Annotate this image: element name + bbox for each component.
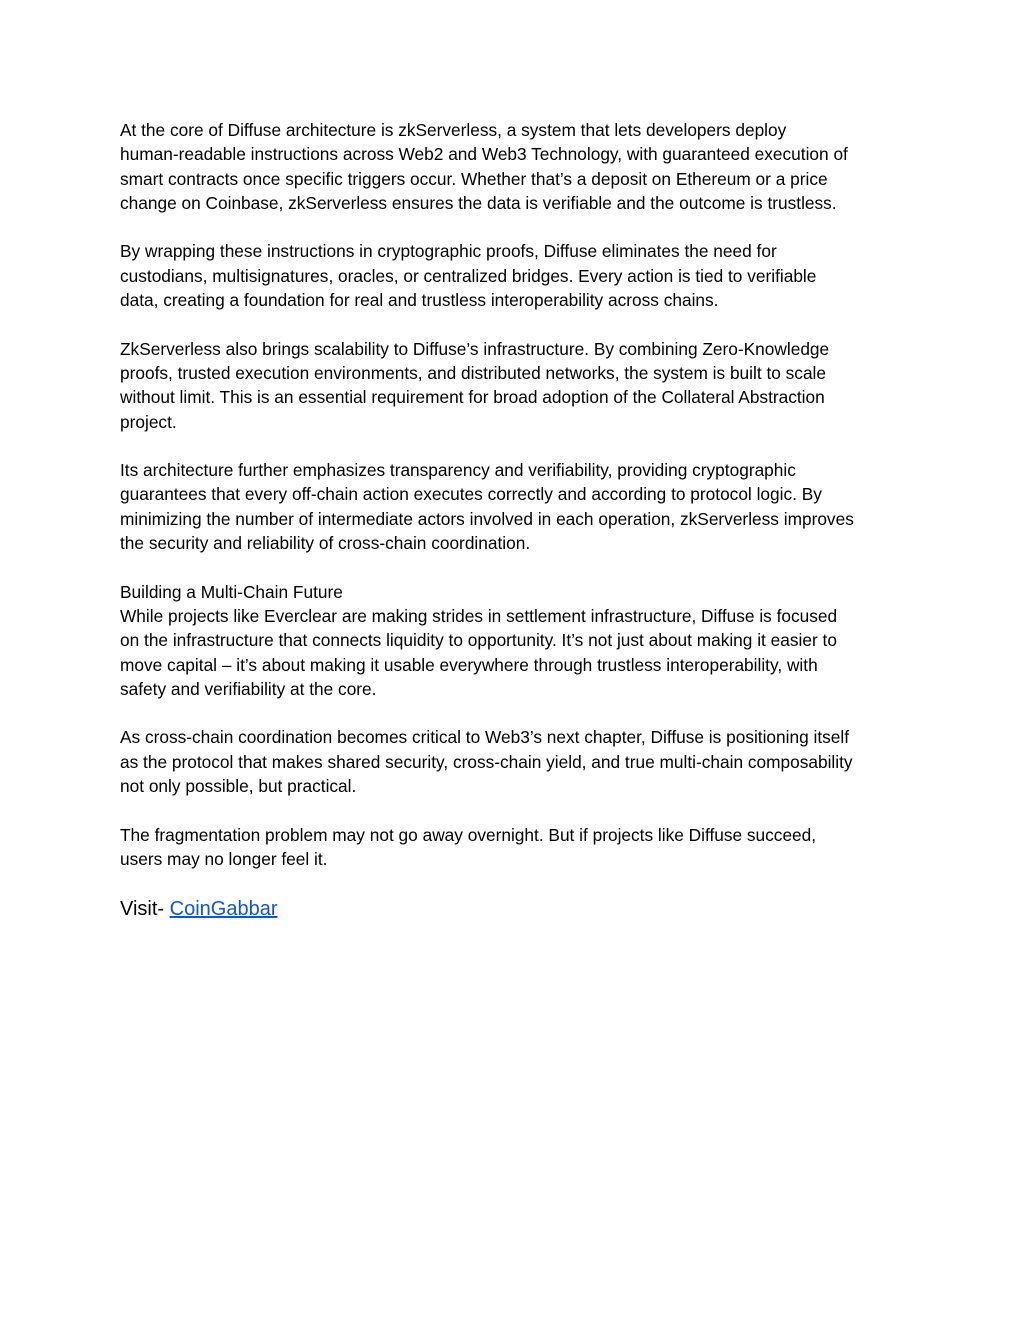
text-line: as the protocol that makes shared security, cross-chain yield, and true multi-chain composability <box>120 751 853 772</box>
paragraph-scalability <box>120 337 920 434</box>
text-line: At the core of Diffuse architecture is zkServerless, a system that lets developers deploy <box>120 120 787 140</box>
text-line: change on Coinbase, zkServerless ensures the data is verifiable and the outcome is trustless. <box>120 192 837 213</box>
paragraph-multi-chain-future <box>120 580 920 701</box>
text-line: not only possible, but practical. <box>120 776 357 797</box>
paragraph-cryptographic-proofs <box>120 239 920 312</box>
text-line: on the infrastructure that connects liquidity to opportunity. It’s not just about making it easier to <box>120 630 837 651</box>
paragraph-transparency <box>120 458 920 555</box>
text-line: smart contracts once specific triggers occur. Whether that’s a deposit on Ethereum or a price <box>120 168 828 189</box>
text-line: ZkServerless also brings scalability to Diffuse’s infrastructure. By combining Zero-Knowledge <box>120 338 830 359</box>
text-line: without limit. This is an essential requirement for broad adoption of the Collateral Abstraction <box>120 387 825 408</box>
paragraph-fragmentation <box>120 823 920 872</box>
text-line: While projects like Everclear are making strides in settlement infrastructure, Diffuse is focused <box>120 605 838 626</box>
text-line: safety and verifiability at the core. <box>120 678 377 699</box>
text-line: custodians, multisignatures, oracles, or centralized bridges. Every action is tied to verifiable <box>120 265 817 286</box>
text-line: move capital – it’s about making it usable everywhere through trustless interoperability, with <box>120 654 818 675</box>
text-line: As cross-chain coordination becomes critical to Web3’s next chapter, Diffuse is positioning itself <box>120 727 850 748</box>
paragraph-cross-chain-coordination <box>120 725 920 798</box>
text-line: human-readable instructions across Web2 and Web3 Technology, with guaranteed execution of <box>120 144 848 165</box>
text-line: By wrapping these instructions in cryptographic proofs, Diffuse eliminates the need for <box>120 241 777 262</box>
text-line: data, creating a foundation for real and trustless interoperability across chains. <box>120 290 719 311</box>
text-line: users may no longer feel it. <box>120 848 328 869</box>
text-line: guarantees that every off-chain action executes correctly and according to protocol logic. By <box>120 484 822 505</box>
text-line: Its architecture further emphasizes transparency and verifiability, providing cryptographic <box>120 460 796 481</box>
text-line: The fragmentation problem may not go away overnight. But if projects like Diffuse succeed, <box>120 824 817 845</box>
document-body <box>120 118 920 922</box>
paragraph-zkserverless-core <box>120 118 920 215</box>
visit-line <box>120 896 920 922</box>
visit-prefix: Visit- <box>120 897 170 920</box>
text-line: project. <box>120 411 177 432</box>
coingabbar-link[interactable]: CoinGabbar <box>169 897 278 920</box>
section-heading: Building a Multi-Chain Future <box>120 581 343 602</box>
text-line: the security and reliability of cross-chain coordination. <box>120 533 531 554</box>
text-line: proofs, trusted execution environments, and distributed networks, the system is built to scale <box>120 362 826 383</box>
text-line: minimizing the number of intermediate actors involved in each operation, zkServerless improves <box>120 508 854 529</box>
